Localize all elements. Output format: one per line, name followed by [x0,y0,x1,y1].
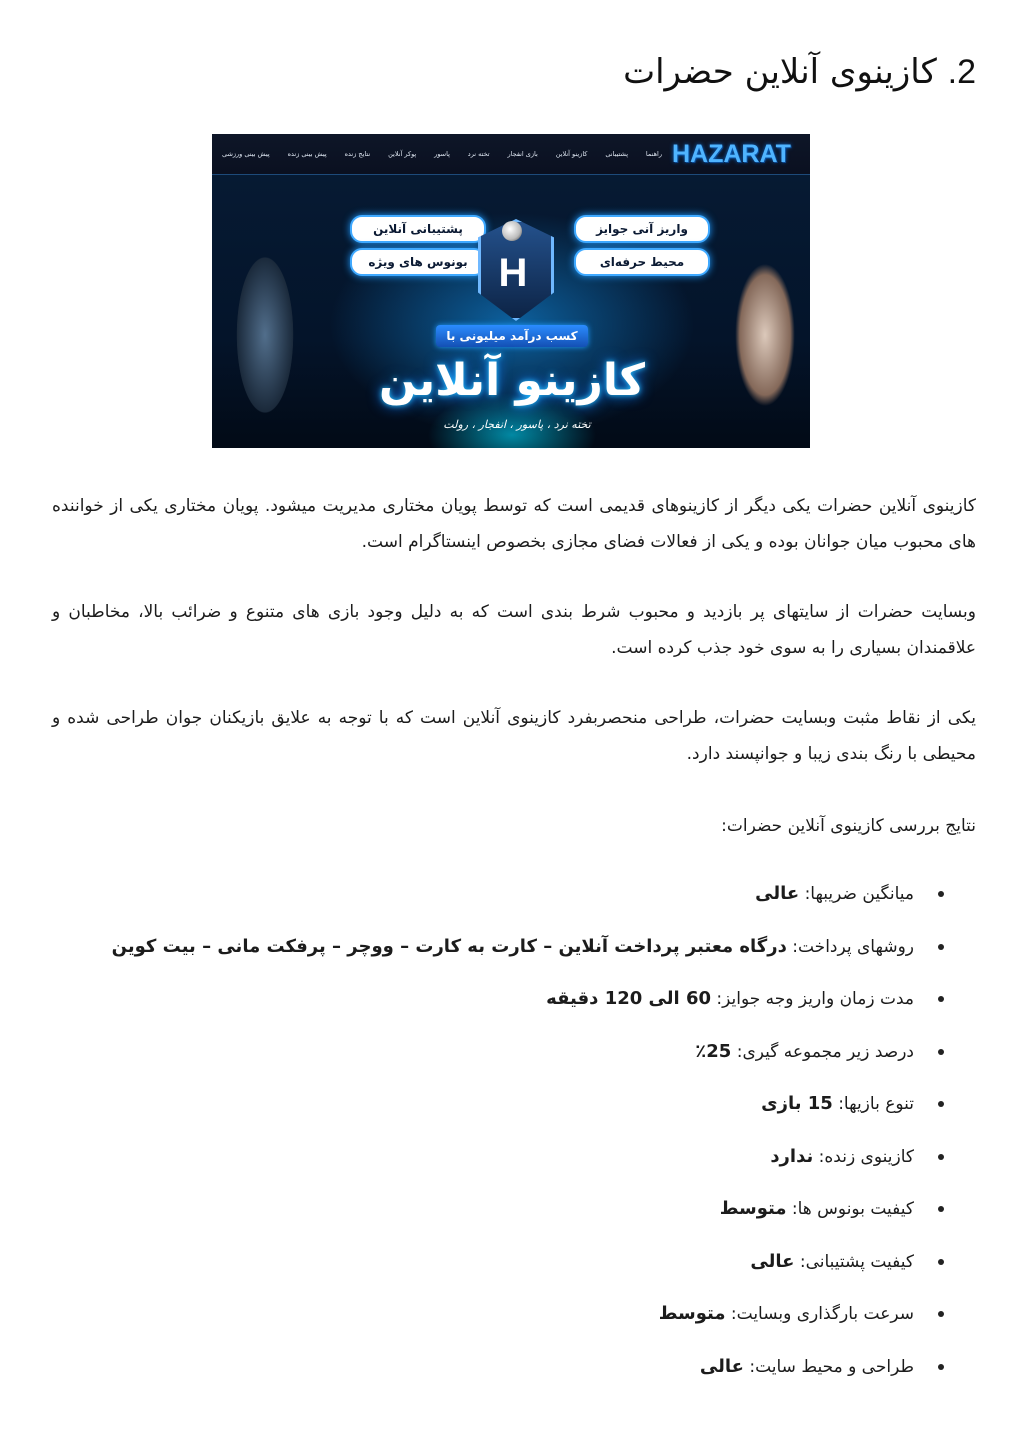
list-item [44,1349,944,1402]
list-item [44,1034,944,1087]
bullet-icon [938,1154,944,1160]
bullet-icon [938,1049,944,1055]
heading-title: کازینوی آنلاین حضرات [623,52,937,92]
bullet-icon [938,1311,944,1317]
result-value: 15 بازی [761,1093,833,1114]
shield-letter: H [498,251,528,295]
pill-special-bonus: بونوس های ویژه [350,248,486,276]
list-item [44,981,944,1034]
bullet-icon [938,944,944,950]
pill-online-support: پشتیبانی آنلاین [350,215,486,243]
result-value: 60 الی 120 دقیقه [546,988,712,1009]
banner-nav-item: پوکر آنلاین [388,150,417,158]
list-item [44,1191,944,1244]
result-label: مدت زمان واریز وجه جوایز: [716,989,914,1009]
banner-nav-item: تخته نرد [467,150,490,158]
banner-nav-item: کازینو آنلاین [555,150,588,158]
banner-nav-item: راهنما [645,150,662,158]
result-label: درصد زیر مجموعه گیری: [736,1041,914,1062]
banner-nav-item: پیش بینی ورزشی [222,150,270,158]
result-label: کیفیت بونوس ها: [791,1199,914,1219]
banner-stage [212,175,810,448]
list-item [44,876,944,929]
results-intro: نتایج بررسی کازینوی آنلاین حضرات: [721,816,976,836]
banner-subtitle: تخته نرد ، پاسور ، انفجار ، رولت [443,418,591,431]
list-item [44,1139,944,1192]
hazarat-logo: HAZARAT [672,140,791,168]
pill-pro-environment: محیط حرفه‌ای [574,248,710,276]
result-value: ندارد [770,1145,814,1167]
list-item [44,1086,944,1139]
banner-big-title: کازینو آنلاین [379,355,645,406]
list-item [44,1296,944,1349]
result-label: طراحی و محیط سایت: [749,1356,914,1377]
intro-paragraph: کازینوی آنلاین حضرات یکی دیگر از کازینوهای قدیمی است که توسط پویان مختاری مدیریت میشود. پویان مختاری یکی از خواننده های محبوب میان جوانان بوده و یکی از فعالات فضای مجازی بخصوص اینستاگرام است. [52,496,976,552]
banner-nav-item: پیش بینی زنده [287,150,327,158]
woman-figure-icon [717,215,809,448]
result-value: متوسط [658,1303,726,1324]
section-heading [48,52,976,92]
banner-nav [222,134,662,174]
result-value: عالی [755,883,800,904]
bullet-icon [938,1364,944,1370]
heading-number: 2. [947,53,976,91]
list-item [44,929,944,982]
banner-topbar [212,134,810,175]
result-value: درگاه معتبر پرداخت آنلاین – کارت به کارت – ووچر – پرفکت مانی – بیت کوین [111,935,787,957]
banner-ribbon: کسب درآمد میلیونی با [436,325,588,347]
review-results-list [44,876,944,1401]
pill-instant-payout: واریز آنی جوایز [574,215,710,243]
banner-nav-item: پشتیبانی [605,150,629,158]
list-item [44,1244,944,1297]
bullet-icon [938,1259,944,1265]
soccer-ball-icon [502,221,522,241]
bullet-icon [938,996,944,1002]
result-label: روشهای پرداخت: [792,936,914,957]
result-value: عالی [699,1355,744,1377]
pilot-figure-icon [220,195,310,448]
result-value: عالی [750,1250,795,1272]
hazarat-banner-image [212,134,810,448]
result-label: سرعت بارگذاری وبسایت: [730,1304,914,1324]
bullet-icon [938,891,944,897]
result-label: کیفیت پشتیبانی: [799,1251,914,1272]
result-label: کازینوی زنده: [818,1146,914,1167]
banner-nav-item: بازی انفجار [507,150,538,158]
bullet-icon [938,1206,944,1212]
banner-nav-item: پاسور [434,150,450,158]
design-paragraph: یکی از نقاط مثبت وبسایت حضرات، طراحی منحصربفرد کازینوی آنلاین است که با توجه به علایق بازیکنان جوان طراحی شده و محیطی با رنگ بندی زیبا و جوانپسند دارد. [52,708,976,764]
result-value: متوسط [719,1198,787,1219]
result-value: 25٪ [695,1040,732,1062]
result-label: میانگین ضریبها: [804,884,914,904]
banner-nav-item: نتایج زنده [344,150,371,158]
bullet-icon [938,1101,944,1107]
result-label: تنوع بازیها: [838,1094,914,1114]
popularity-paragraph: وبسایت حضرات از سایتهای پر بازدید و محبوب شرط بندی است که به دلیل وجود بازی های متنوع و ضرائب بالا، مخاطبان و علاقمندان بسیاری را به سوی خود جذب کرده است. [52,602,976,658]
